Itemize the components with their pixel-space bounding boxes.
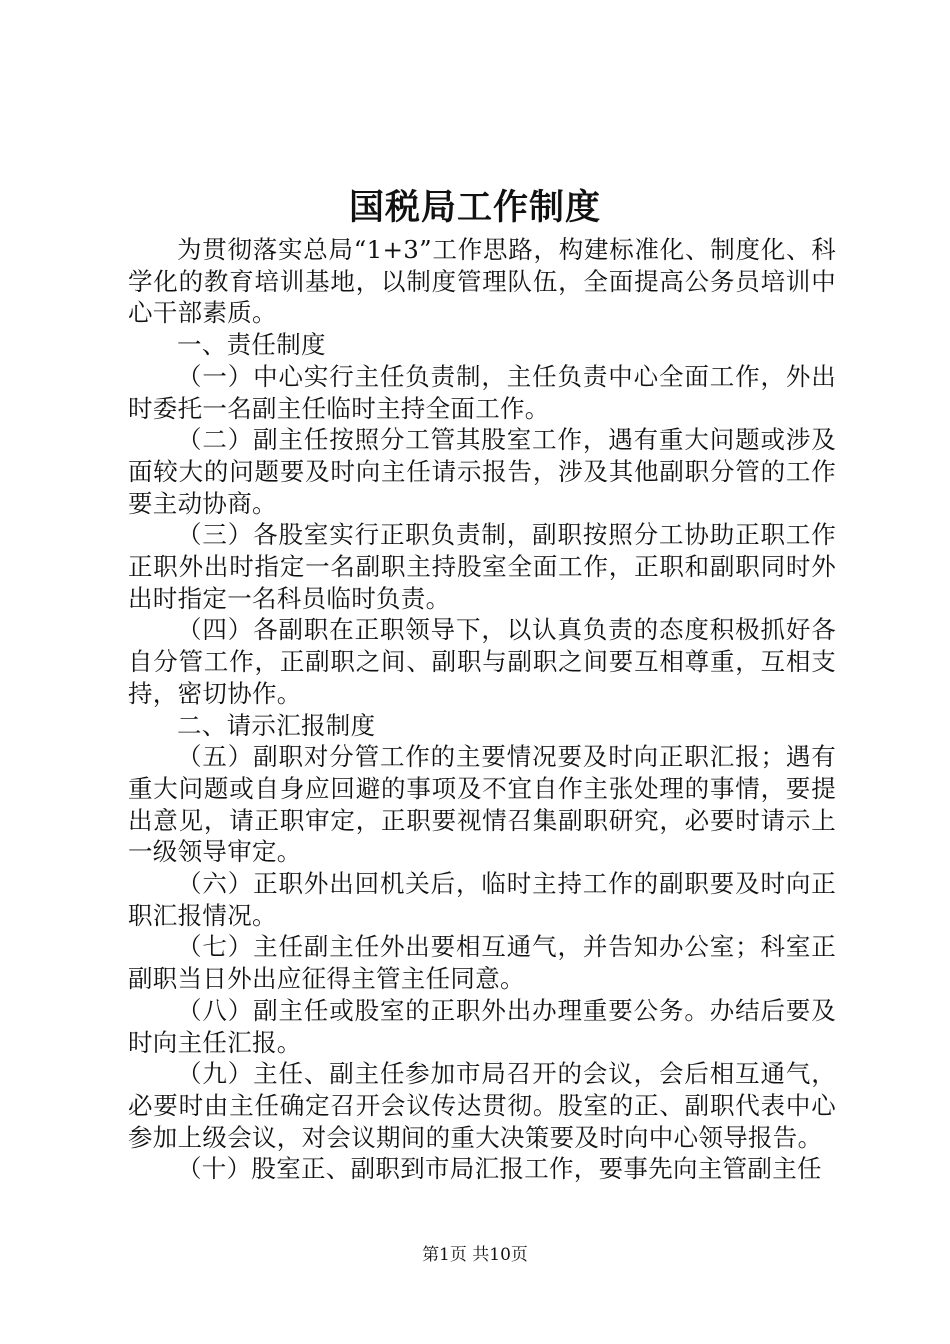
document-body [128, 234, 836, 1185]
paragraph-item-1: （一）中心实行主任负责制，主任负责中心全面工作，外出时委托一名副主任临时主持全面工作。 [128, 361, 836, 423]
section-heading-responsibility: 一、责任制度 [177, 330, 326, 360]
paragraph-item-2: （二）副主任按照分工管其股室工作，遇有重大问题或涉及面较大的问题要及时向主任请示报告，涉及其他副职分管的工作要主动协商。 [128, 425, 836, 518]
document-title: 国税局工作制度 [348, 187, 601, 228]
paragraph-item-7: （七）主任副主任外出要相互通气，并告知办公室；科室正副职当日外出应征得主管主任同意。 [128, 932, 836, 994]
paragraph-item-3: （三）各股室实行正职负责制，副职按照分工协助正职工作正职外出时指定一名副职主持股室全面工作，正职和副职同时外出时指定一名科员临时负责。 [128, 520, 836, 613]
paragraph-item-9: （九）主任、副主任参加市局召开的会议，会后相互通气，必要时由主任确定召开会议传达贯彻。股室的正、副职代表中心参加上级会议，对会议期间的重大决策要及时向中心领导报告。 [128, 1059, 836, 1152]
paragraph-item-4: （四）各副职在正职领导下，以认真负责的态度积极抓好各自分管工作，正副职之间、副职与副职之间要互相尊重，互相支持，密切协作。 [128, 615, 836, 708]
paragraph-intro: 为贯彻落实总局“1+3”工作思路，构建标准化、制度化、科学化的教育培训基地，以制度管理队伍，全面提高公务员培训中心干部素质。 [128, 235, 836, 328]
paragraph-item-5: （五）副职对分管工作的主要情况要及时向正职汇报；遇有重大问题或自身应回避的事项及不宜自作主张处理的事情，要提出意见，请正职审定，正职要视情召集副职研究，必要时请示上一级领导审定。 [128, 742, 836, 867]
paragraph-item-8: （八）副主任或股室的正职外出办理重要公务。办结后要及时向主任汇报。 [128, 995, 836, 1057]
paragraph-item-6: （六）正职外出回机关后，临时主持工作的副职要及时向正职汇报情况。 [128, 869, 836, 930]
paragraph-item-10: （十）股室正、副职到市局汇报工作，要事先向主管副主任 [177, 1154, 822, 1184]
section-heading-reporting: 二、请示汇报制度 [177, 710, 376, 740]
page-number-footer: 第1页 共10页 [422, 1245, 528, 1265]
